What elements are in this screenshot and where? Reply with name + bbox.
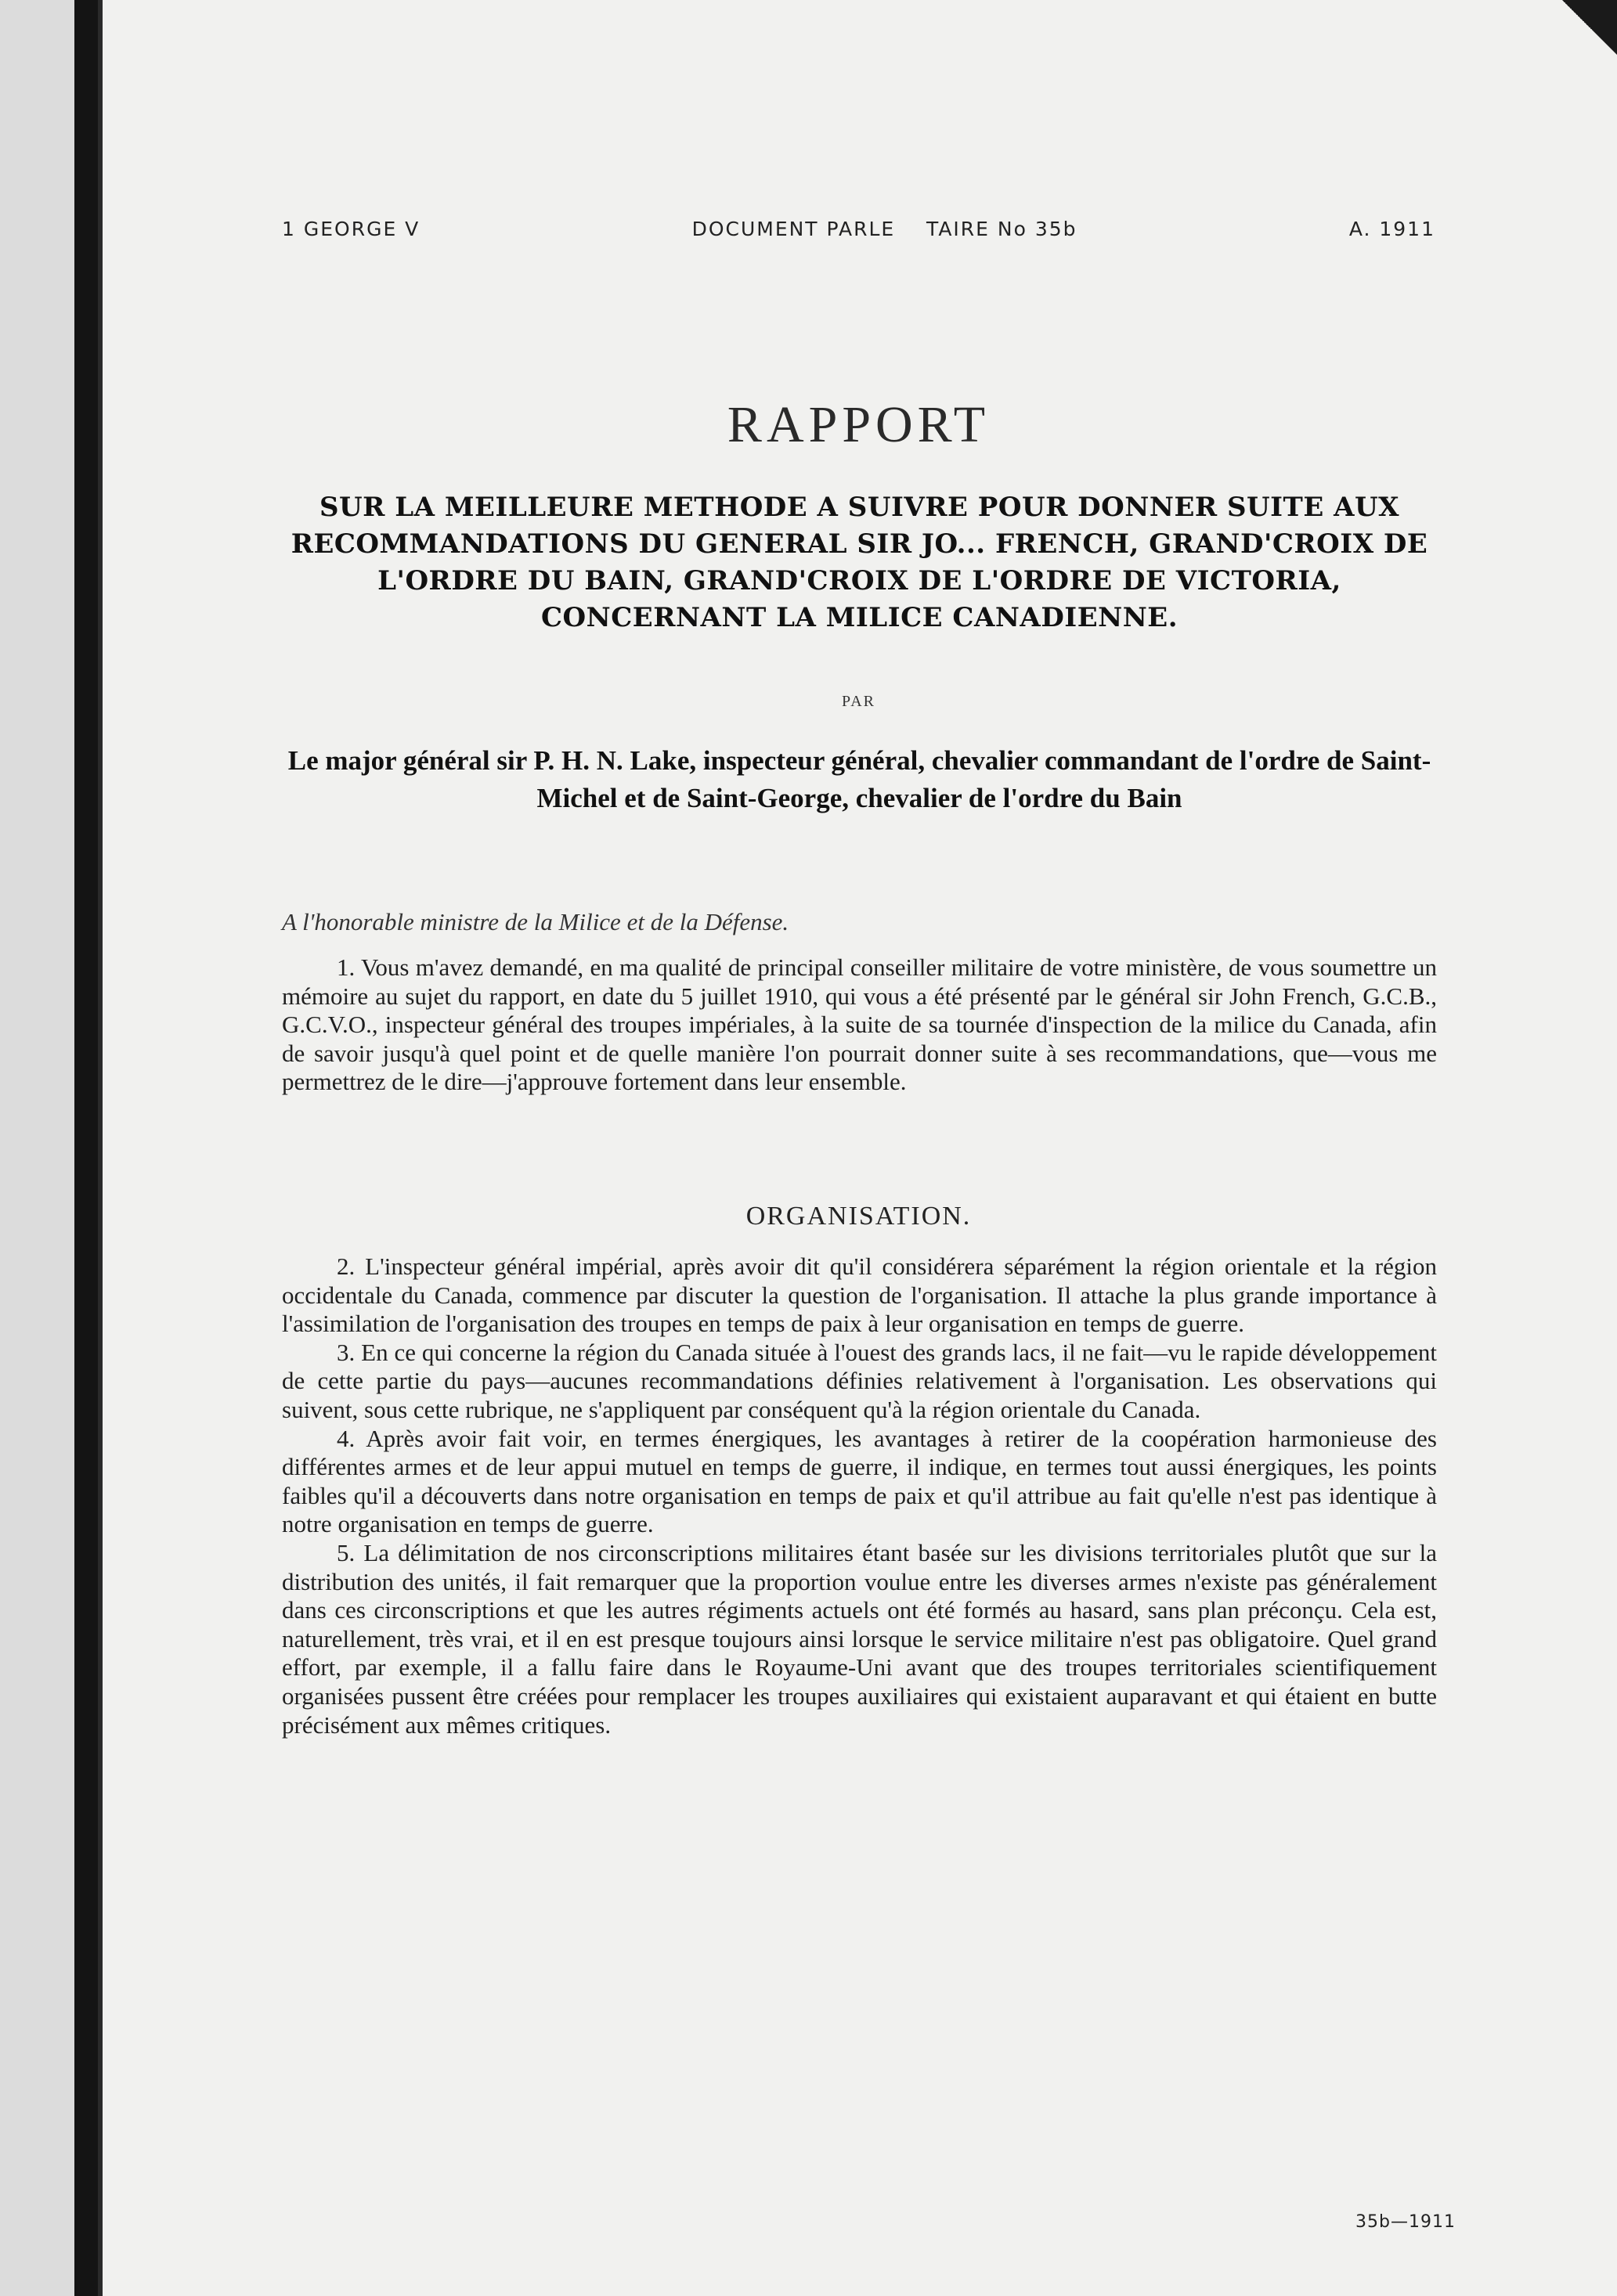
intro-body xyxy=(282,953,1437,1097)
header-center: DOCUMENT PARLE TAIRE No 35b xyxy=(691,218,1077,240)
document-subtitle: SUR LA MEILLEURE METHODE A SUIVRE POUR DONNER SUITE AUX RECOMMANDATIONS DU GENERAL SIR JO... FRENCH, GRAND'CROIX DE L'ORDRE DU BAIN, GRAND'CROIX DE L'ORDRE DE VICTORIA, CONCERNANT LA MILICE CANADIENNE. xyxy=(291,492,1428,633)
by-line-label: PAR xyxy=(841,693,876,710)
adjacent-page-edge xyxy=(0,0,74,2296)
paragraph-5: 5. La délimitation de nos circonscriptions militaires étant basée sur les divisions territoriales plutôt que sur la distribution des unités, il fait remarquer que la proportion voulue entre les diverses armes n'existe pas généralement dans ces circonscriptions et que les autres régiments actuels ont été formés au hasard, sans plan préconçu. Cela est, naturellement, très vrai, et il en est presque toujours ainsi lorsque le service militaire n'est pas obligatoire. Quel grand effort, par exemple, il a fallu faire dans le Royaume-Uni avant que des troupes territoriales scientifiquement organisées pussent être créées pour remplacer les troupes auxiliaires qui existaient auparavant et qui étaient en butte précisément aux mêmes critiques. xyxy=(282,1538,1437,1739)
binding-gutter xyxy=(74,0,98,2296)
paragraph-3: 3. En ce qui concerne la région du Canada située à l'ouest des grands lacs, il ne fait—vu le rapide développement de cette partie du pays—aucunes recommandations définies relativement à l'organisation. Les observations qui suivent, sous cette rubrique, ne s'appliquent par conséquent qu'à la région orientale du Canada. xyxy=(282,1338,1437,1423)
header-left: 1 GEORGE V xyxy=(282,218,420,240)
document-page xyxy=(98,0,1617,2296)
running-header xyxy=(282,218,1435,240)
section-body xyxy=(282,1253,1437,1739)
page-corner xyxy=(1562,0,1617,55)
salutation: A l'honorable ministre de la Milice et de la Défense. xyxy=(282,908,789,935)
header-right: A. 1911 xyxy=(1348,218,1435,240)
author-line: Le major général sir P. H. N. Lake, inspecteur général, chevalier commandant de l'ordre de Saint-Michel et de Saint-George, chevalier de l'ordre du Bain xyxy=(287,745,1431,813)
document-title: RAPPORT xyxy=(727,396,991,453)
section-heading: ORGANISATION. xyxy=(745,1202,972,1231)
paragraph-2: 2. L'inspecteur général impérial, après avoir dit qu'il considérera séparément la région orientale et la région occidentale du Canada, commence par discuter la question de l'organisation. Il attache la plus grande importance à l'assimilation de l'organisation des troupes en temps de paix à leur organisation en temps de guerre. xyxy=(282,1253,1437,1338)
signature-mark: 35b—1911 xyxy=(1355,2212,1456,2232)
paragraph-4: 4. Après avoir fait voir, en termes énergiques, les avantages à retirer de la coopération harmonieuse des différentes armes et de leur appui mutuel en temps de guerre, il indique, en termes tout aussi énergiques, les points faibles qu'il a découverts dans notre organisation en temps de paix et qu'il attribue au fait qu'elle n'est pas identique à notre organisation en temps de guerre. xyxy=(282,1424,1437,1538)
paragraph-1: 1. Vous m'avez demandé, en ma qualité de principal conseiller militaire de votre ministère, de vous soumettre un mémoire au sujet du rapport, en date du 5 juillet 1910, qui vous a été présenté par le général sir John French, G.C.B., G.C.V.O., inspecteur général des troupes impériales, à la suite de sa tournée d'inspection de la milice du Canada, afin de savoir jusqu'à quel point et de quelle manière l'on pourrait donner suite à ses recommandations, que—vous me permettrez de le dire—j'approuve fortement dans leur ensemble. xyxy=(282,953,1437,1096)
